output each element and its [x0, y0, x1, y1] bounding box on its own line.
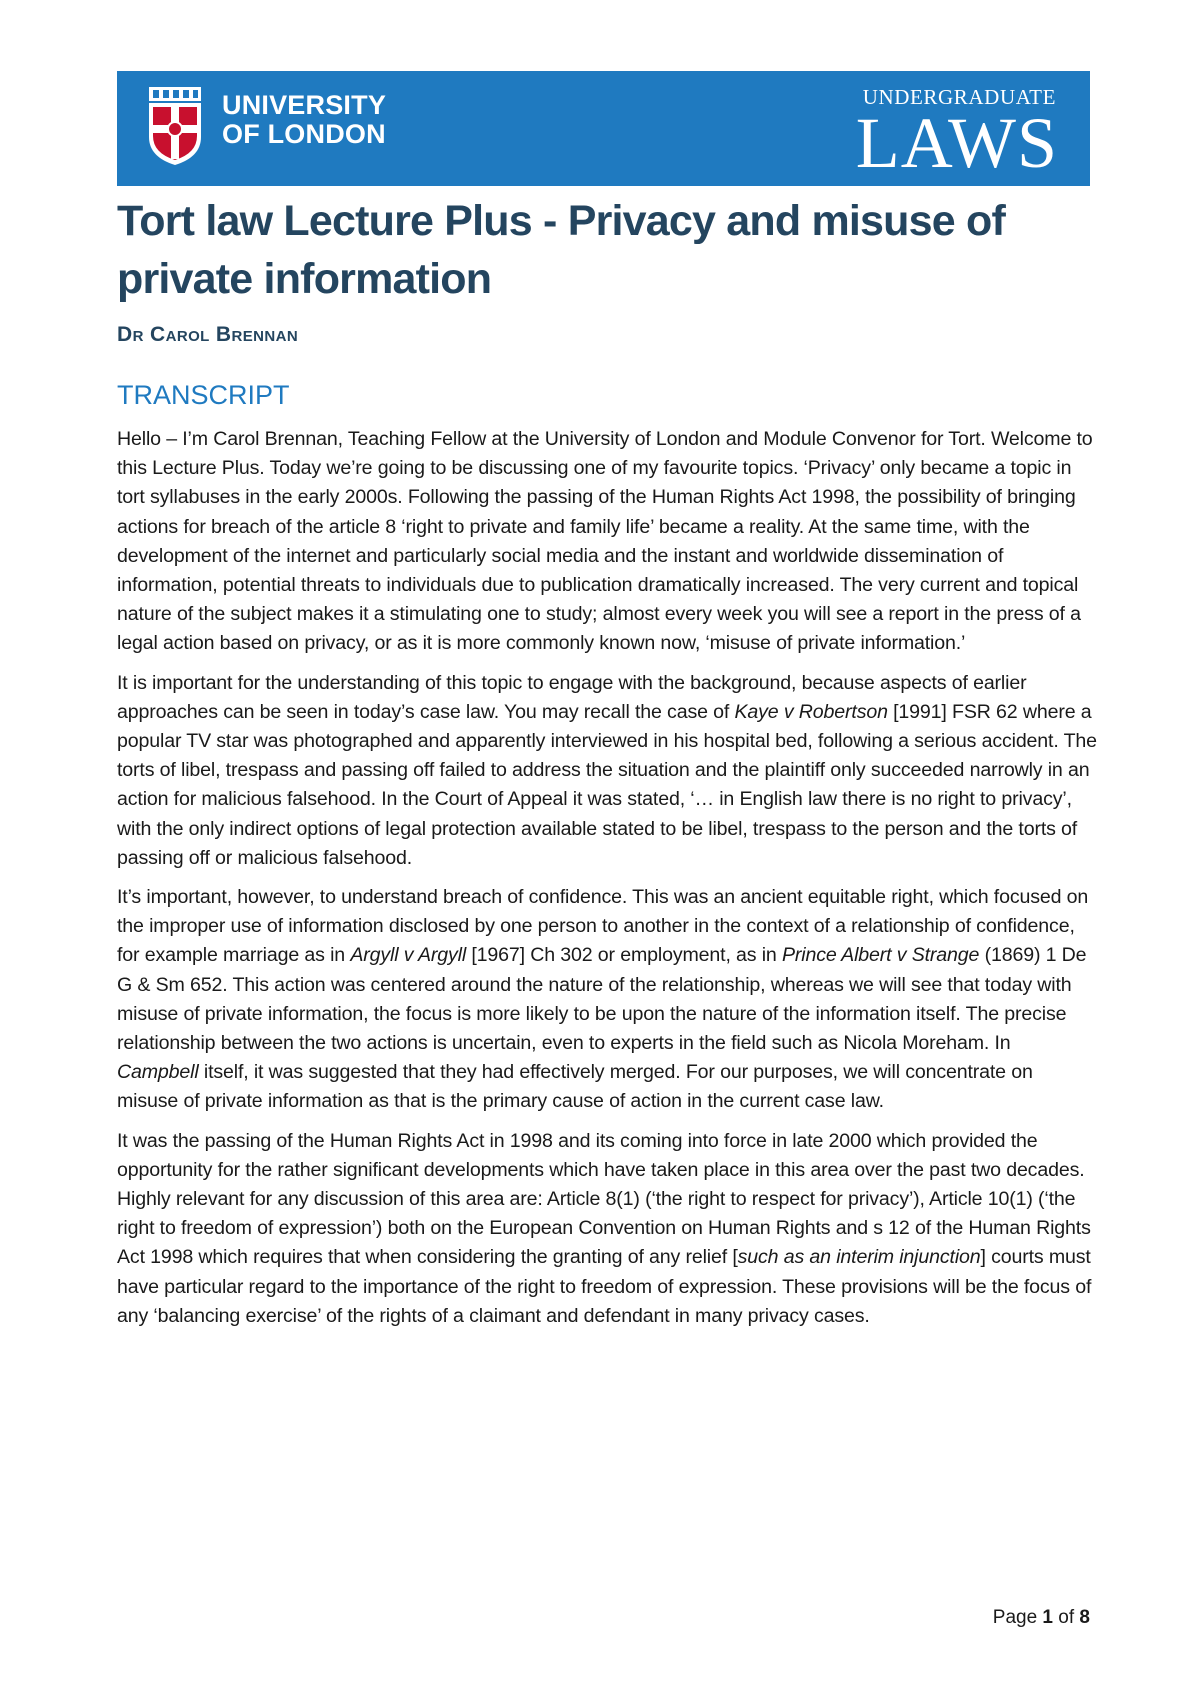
text-run: It was the passing of the Human Rights Act in 1998 and its coming into force in late 2000 which provided the opportunity for the rather significant developments which have taken place in this area over the past two decades. Highly relevant for any discussion of this area are: Article 8(1) (‘the right to respect for privacy’), Article 10(1) (‘the right to freedom of expression’) both on the European Convention on Human Rights and s 12 of the Human Rights Act 1998 which requires that when considering the granting of any relief [ — [117, 1129, 1091, 1269]
programme-label-small: UNDERGRADUATE — [862, 85, 1056, 109]
university-crest-icon — [147, 85, 203, 167]
italic-phrase: such as an interim injunction — [737, 1246, 981, 1269]
text-run: itself, it was suggested that they had effectively merged. For our purposes, we will concentrate on misuse of private information as that is the primary cause of action in the current case law. — [117, 1061, 1033, 1113]
university-name-line2: OF LONDON — [222, 119, 386, 149]
of-word: of — [1058, 1607, 1075, 1628]
section-heading: TRANSCRIPT — [117, 380, 290, 410]
document-title: Tort law Lecture Plus - Privacy and misuse of private information — [117, 197, 1005, 303]
university-name — [222, 91, 386, 149]
paragraph-2 — [117, 669, 1097, 873]
total-pages: 8 — [1079, 1607, 1090, 1628]
page-number — [980, 1607, 1090, 1629]
text-run: It is important for the understanding of this topic to engage with the background, because aspects of earlier approaches can be seen in today’s case law. You may recall the case of — [117, 671, 1027, 723]
paragraph-3 — [117, 883, 1097, 1117]
paragraph-1: Hello – I’m Carol Brennan, Teaching Fellow at the University of London and Module Convenor for Tort. Welcome to this Lecture Plus. Today we’re going to be discussing one of my favourite topics. ‘Privacy’ only became a topic in tort syllabuses in the early 2000s. Following the passing of the Human Rights Act 1998, the possibility of bringing actions for breach of the article 8 ‘right to private and family life’ became a reality. At the same time, with the development of the internet and particularly social media and the instant and worldwide dissemination of information, potential threats to individuals due to publication dramatically increased. The very current and topical nature of the subject makes it a stimulating one to study; almost every week you will see a report in the press of a legal action based on privacy, or as it is more commonly known now, ‘misuse of private information.’ — [117, 428, 1093, 655]
case-citation: Kaye v Robertson — [734, 700, 888, 723]
university-name-line1: UNIVERSITY — [222, 90, 387, 120]
text-run: ] courts must have particular regard to the importance of the right to freedom of expression. These provisions will be the focus of any ‘balancing exercise’ of the rights of a claimant and defendant in many privacy cases. — [117, 1246, 1092, 1327]
case-citation: Argyll v Argyll — [350, 944, 467, 967]
transcript-body — [117, 425, 1097, 1341]
text-run: [1967] Ch 302 or employment, as in — [466, 944, 782, 967]
page-word: Page — [992, 1607, 1038, 1628]
header-banner — [117, 71, 1090, 186]
case-citation: Prince Albert v Strange — [781, 944, 980, 967]
programme-label-large: LAWS — [855, 103, 1058, 183]
text-run: It’s important, however, to understand breach of confidence. This was an ancient equitable right, which focused on the improper use of information disclosed by one person to another in the context of a relationship of confidence, for example marriage as in — [117, 886, 1089, 967]
case-citation: Campbell — [117, 1061, 199, 1084]
author-name: Dr Carol Brennan — [117, 323, 299, 346]
current-page: 1 — [1042, 1607, 1053, 1628]
text-run: (1869) 1 De G & Sm 652. This action was centered around the nature of the relationship, whereas we will see that today with misuse of private information, the focus is more likely to be upon the nature of the information itself. The precise relationship between the two actions is uncertain, even to experts in the field such as Nicola Moreham. In — [117, 944, 1087, 1055]
paragraph-4 — [117, 1127, 1097, 1331]
text-run: [1991] FSR 62 where a popular TV star was photographed and apparently interviewed in his hospital bed, following a serious accident. The torts of libel, trespass and passing off failed to address the situation and the plaintiff only succeeded narrowly in an action for malicious falsehood. In the Court of Appeal it was stated, ‘… in English law there is no right to privacy’, with the only indirect options of legal protection available stated to be libel, trespass to the person and the torts of passing off or malicious falsehood. — [117, 700, 1097, 869]
